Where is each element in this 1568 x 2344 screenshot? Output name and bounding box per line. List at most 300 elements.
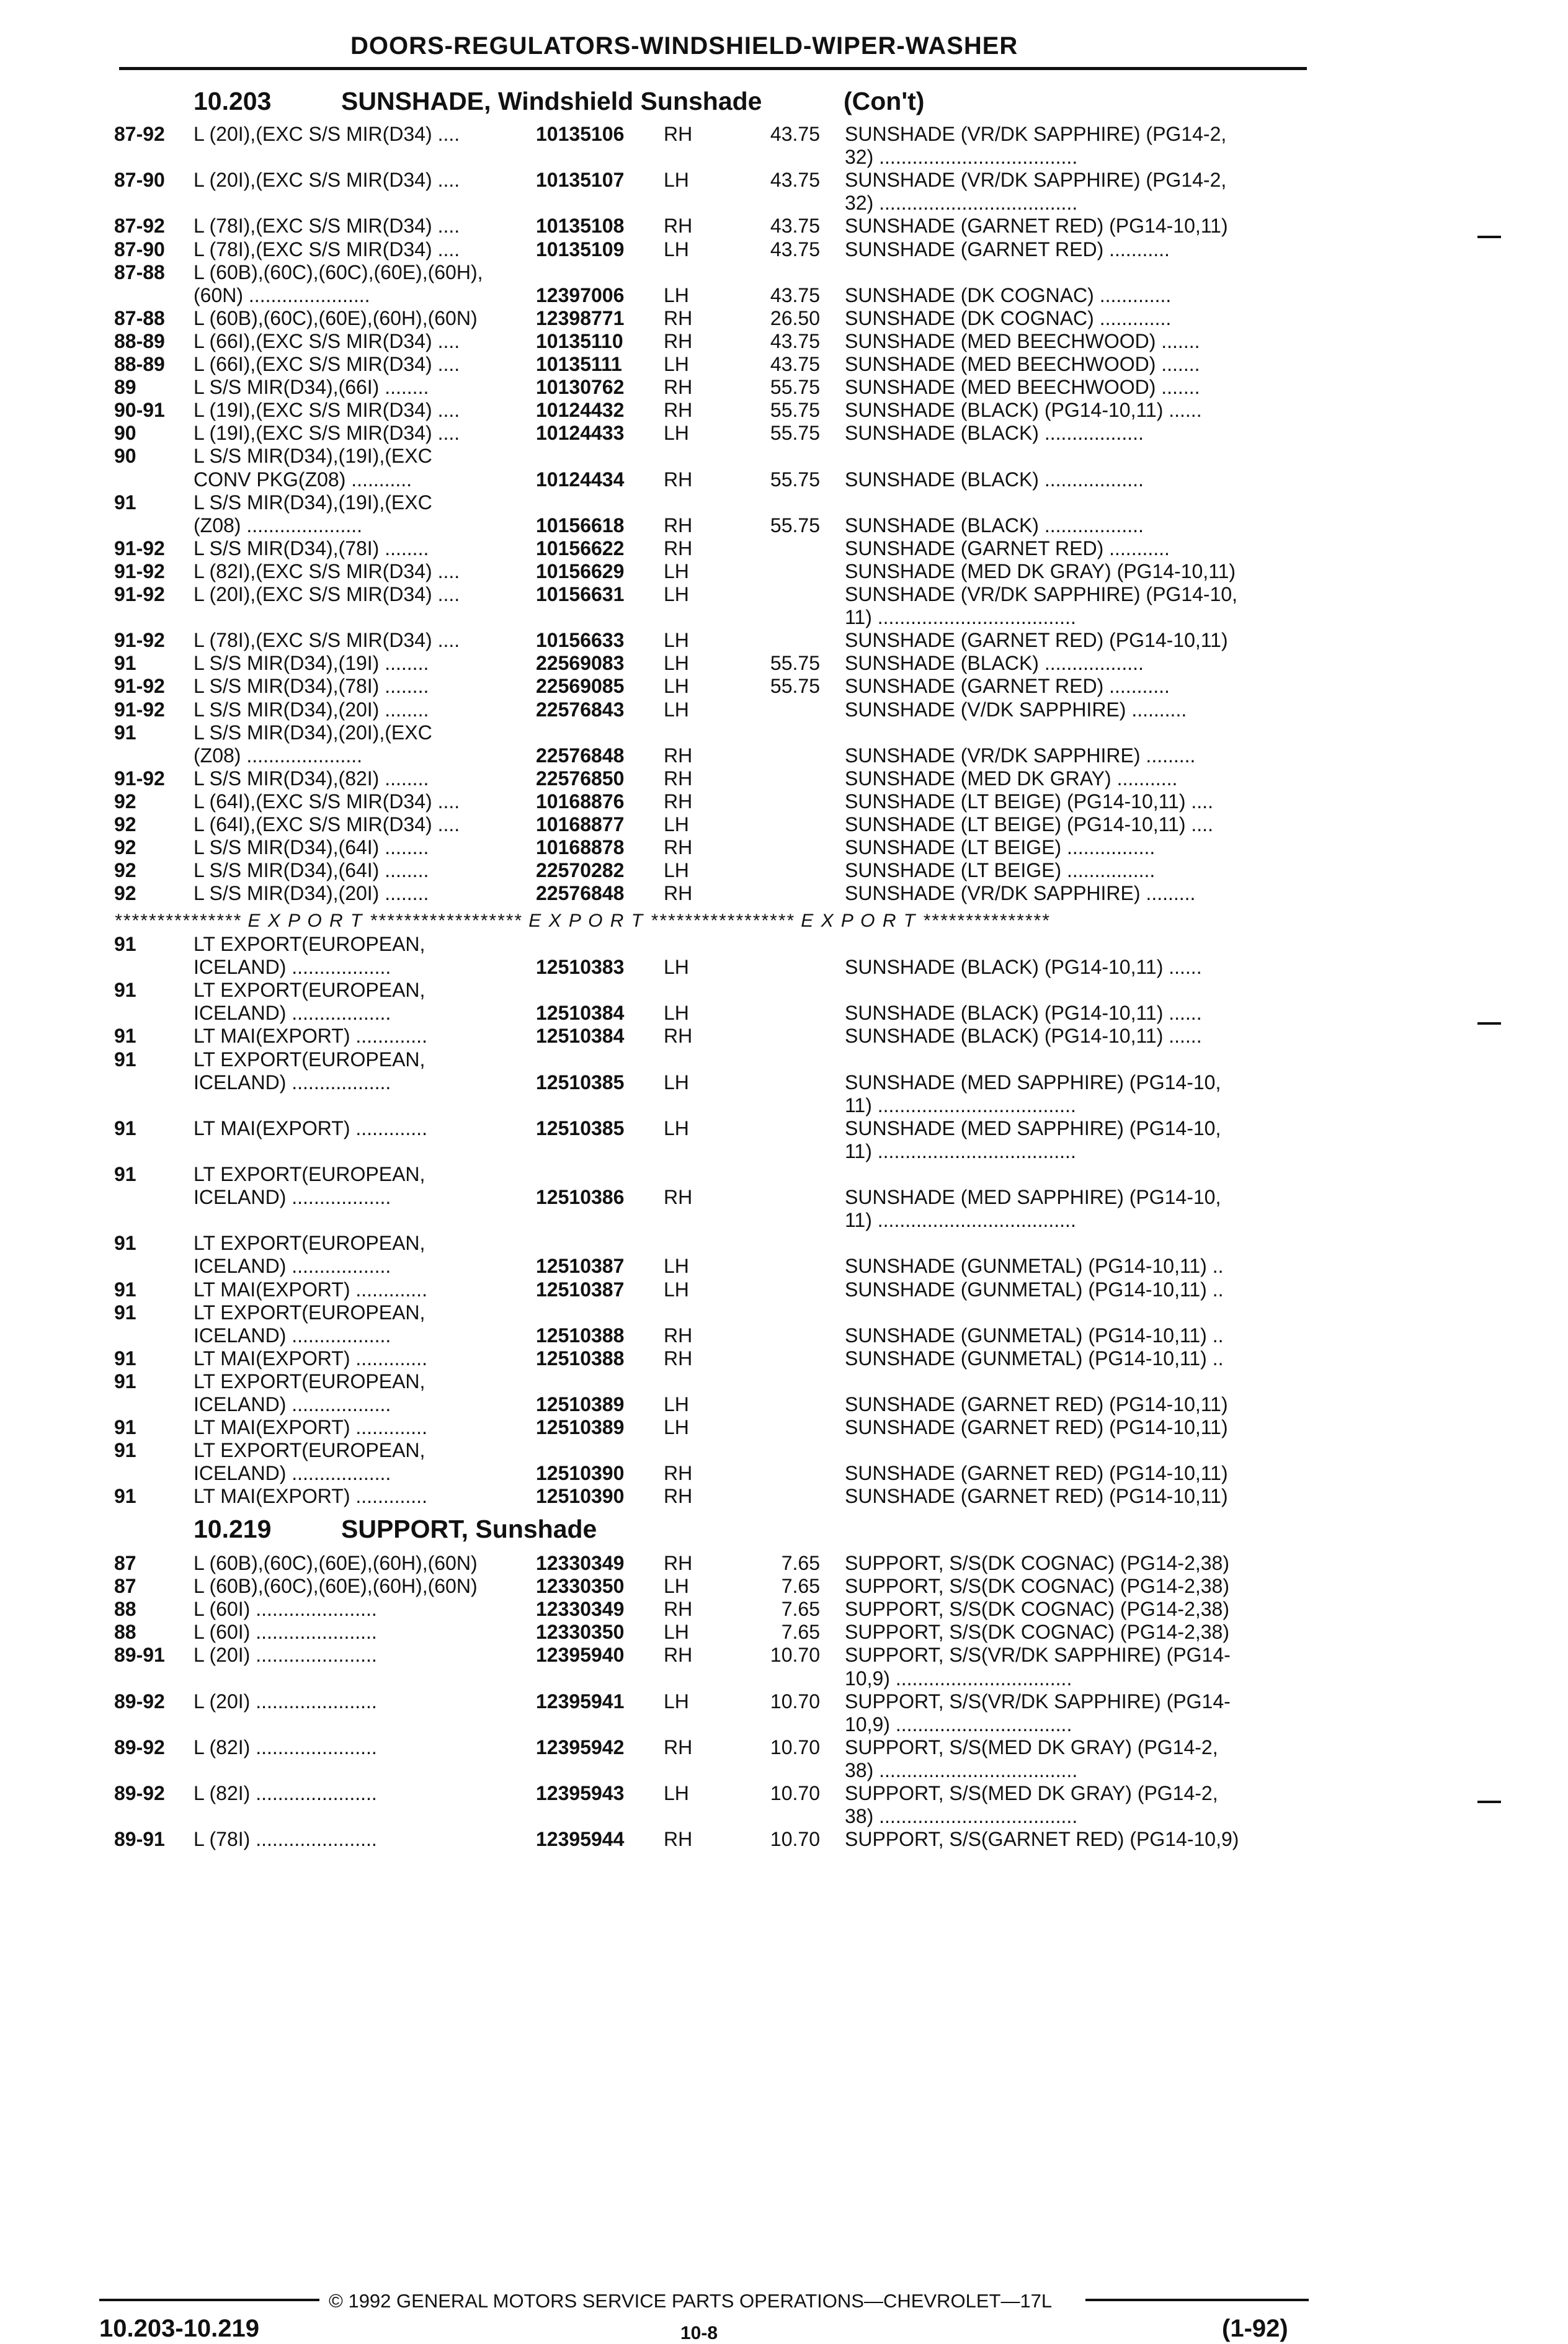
year-range: 91-92 [114,629,165,652]
application-description: ICELAND) .................. [194,1393,391,1415]
side: LH [664,675,689,698]
application-description: (Z08) ..................... [194,514,363,537]
year-range: 91 [114,979,136,1002]
side: RH [664,790,693,813]
parts-row [0,933,1568,956]
part-name: 11) .................................... [845,606,1076,629]
application-description: LT MAI(EXPORT) ............. [194,1416,427,1439]
application-description: LT MAI(EXPORT) ............. [194,1278,427,1301]
parts-row [0,583,1568,606]
year-range: 89-92 [114,1690,165,1713]
application-description: LT EXPORT(EUROPEAN, [194,1370,425,1393]
application-description: L (60B),(60C),(60E),(60H),(60N) [194,1552,478,1574]
year-range: 87-90 [114,238,165,261]
side: RH [664,537,693,559]
application-description: ICELAND) .................. [194,1255,391,1278]
side: RH [664,1462,693,1485]
side: LH [664,813,689,836]
section-number: 10.219 [194,1515,272,1543]
price: 10.70 [770,1690,820,1713]
part-number: 12395941 [536,1690,625,1713]
parts-row [0,1759,1568,1782]
parts-row [0,560,1568,583]
part-number: 12510383 [536,956,625,979]
year-range: 87-90 [114,169,165,192]
year-range: 91 [114,1025,136,1048]
part-number: 12510384 [536,1002,625,1025]
part-name: SUNSHADE (MED SAPPHIRE) (PG14-10, [845,1186,1221,1209]
side: LH [664,859,689,882]
part-number: 10168878 [536,836,625,859]
parts-row [0,1713,1568,1736]
part-number: 12510390 [536,1485,625,1508]
parts-row [0,813,1568,836]
side: RH [664,1552,693,1574]
part-number: 22576850 [536,767,625,790]
part-number: 12510384 [536,1025,625,1048]
page-title: DOORS-REGULATORS-WINDSHIELD-WIPER-WASHER [350,32,1018,60]
side: RH [664,329,693,352]
year-range: 89-92 [114,1736,165,1758]
parts-row [0,629,1568,652]
price: 55.75 [770,468,820,491]
footer-date: (1-92) [1222,2315,1288,2342]
part-number: 12395944 [536,1828,625,1851]
export-banner: *************** E X P O R T ****************** E X P O R T ***************** E X P O R T *************** [114,911,1050,931]
year-range: 88-89 [114,353,165,375]
application-description: LT MAI(EXPORT) ............. [194,1025,427,1048]
side: LH [664,1278,689,1301]
part-number: 10124433 [536,422,625,445]
part-name: SUNSHADE (LT BEIGE) (PG14-10,11) .... [845,790,1213,813]
application-description: L (60B),(60C),(60C),(60E),(60H), [194,261,483,283]
parts-row [0,1575,1568,1598]
application-description: L (78I),(EXC S/S MIR(D34) .... [194,238,460,261]
side: LH [664,1690,689,1713]
price: 55.75 [770,399,820,422]
side: RH [664,882,693,905]
side: LH [664,956,689,979]
part-name: SUNSHADE (GARNET RED) (PG14-10,11) [845,1485,1228,1508]
application-description: LT EXPORT(EUROPEAN, [194,1232,425,1255]
parts-row [0,376,1568,399]
parts-row [0,1736,1568,1759]
part-number: 22576848 [536,882,625,905]
part-number: 10156631 [536,583,625,605]
parts-row [0,979,1568,1002]
part-name: SUPPORT, S/S(VR/DK SAPPHIRE) (PG14- [845,1690,1231,1713]
price: 43.75 [770,215,820,238]
application-description: ICELAND) .................. [194,1186,391,1209]
application-description: LT MAI(EXPORT) ............. [194,1116,427,1139]
part-number: 12395942 [536,1736,625,1758]
part-number: 12397006 [536,283,625,306]
part-name: SUNSHADE (MED BEECHWOOD) ....... [845,353,1200,375]
part-name: 38) .................................... [845,1805,1078,1828]
year-range: 91 [114,933,136,955]
year-range: 89-92 [114,1782,165,1804]
application-description: L S/S MIR(D34),(19I) ........ [194,652,429,675]
parts-row [0,1094,1568,1117]
part-number: 12510387 [536,1278,625,1301]
part-name: 11) .................................... [845,1094,1076,1116]
part-name: SUPPORT, S/S(DK COGNAC) (PG14-2,38) [845,1621,1229,1644]
price: 10.70 [770,1644,820,1667]
parts-row [0,767,1568,790]
parts-row [0,238,1568,261]
section-heading-10-203 [194,87,925,116]
year-range: 90 [114,422,136,445]
parts-row [0,1828,1568,1851]
side: RH [664,1828,693,1851]
application-description: L (60B),(60C),(60E),(60H),(60N) [194,1575,478,1598]
parts-row [0,744,1568,767]
part-name: SUPPORT, S/S(VR/DK SAPPHIRE) (PG14- [845,1644,1231,1667]
part-name: SUPPORT, S/S(MED DK GRAY) (PG14-2, [845,1782,1218,1804]
side: RH [664,1598,693,1621]
parts-row [0,836,1568,859]
application-description: LT EXPORT(EUROPEAN, [194,1439,425,1462]
side: LH [664,283,689,306]
part-name: SUNSHADE (MED BEECHWOOD) ....... [845,376,1200,399]
part-name: SUNSHADE (VR/DK SAPPHIRE) (PG14-2, [845,123,1227,145]
parts-row [0,1117,1568,1140]
parts-row [0,1347,1568,1370]
side: LH [664,238,689,261]
year-range: 88 [114,1621,136,1644]
application-description: L (20I),(EXC S/S MIR(D34) .... [194,583,460,605]
parts-row [0,284,1568,307]
side: RH [664,1025,693,1048]
year-range: 91 [114,1163,136,1185]
part-name: SUNSHADE (VR/DK SAPPHIRE) ......... [845,744,1196,767]
application-description: LT MAI(EXPORT) ............. [194,1347,427,1370]
application-description: L (82I) ...................... [194,1782,377,1804]
part-name: SUNSHADE (GARNET RED) (PG14-10,11) [845,1393,1228,1415]
year-range: 91-92 [114,767,165,790]
application-description: L (19I),(EXC S/S MIR(D34) .... [194,422,460,445]
side: RH [664,376,693,399]
application-description: ICELAND) .................. [194,1002,391,1025]
part-name: SUNSHADE (MED BEECHWOOD) ....... [845,329,1200,352]
part-name: SUPPORT, S/S(MED DK GRAY) (PG14-2, [845,1736,1218,1758]
part-number: 12510385 [536,1071,625,1094]
part-name: 32) .................................... [845,146,1078,169]
application-description: (60N) ...................... [194,283,370,306]
part-number: 22570282 [536,859,625,882]
application-description: L S/S MIR(D34),(78I) ........ [194,675,429,698]
year-range: 91 [114,721,136,744]
part-number: 10135108 [536,215,625,238]
side: LH [664,1255,689,1278]
side: RH [664,215,693,238]
application-description: L S/S MIR(D34),(66I) ........ [194,376,429,399]
part-name: SUNSHADE (BLACK) (PG14-10,11) ...... [845,399,1202,422]
year-range: 91 [114,652,136,675]
parts-row [0,1393,1568,1416]
year-range: 87-92 [114,215,165,238]
part-number: 12330349 [536,1598,625,1621]
parts-row [0,1232,1568,1255]
parts-row [0,882,1568,905]
application-description: L S/S MIR(D34),(78I) ........ [194,537,429,559]
price: 55.75 [770,652,820,675]
application-description: L (20I) ...................... [194,1690,377,1713]
parts-row [0,261,1568,284]
parts-row [0,790,1568,813]
year-range: 92 [114,882,136,905]
part-name: SUNSHADE (GUNMETAL) (PG14-10,11) .. [845,1255,1224,1278]
parts-row [0,606,1568,629]
year-range: 92 [114,859,136,882]
side: LH [664,353,689,375]
part-name: SUNSHADE (GARNET RED) ........... [845,238,1170,261]
side: LH [664,1782,689,1804]
part-name: SUNSHADE (BLACK) .................. [845,422,1144,445]
application-description: L (82I) ...................... [194,1736,377,1758]
parts-row [0,1690,1568,1713]
year-range: 89 [114,376,136,399]
part-number: 10135110 [536,329,623,352]
parts-row [0,1163,1568,1186]
side: LH [664,698,689,721]
part-name: 10,9) ................................ [845,1713,1072,1736]
parts-row [0,192,1568,215]
part-number: 12395940 [536,1644,625,1667]
application-description: LT EXPORT(EUROPEAN, [194,933,425,955]
parts-row [0,1209,1568,1232]
side: LH [664,1575,689,1598]
side: RH [664,514,693,537]
application-description: L (82I),(EXC S/S MIR(D34) .... [194,559,460,582]
application-description: L (20I),(EXC S/S MIR(D34) .... [194,169,460,192]
side: LH [664,1621,689,1644]
year-range: 92 [114,813,136,836]
year-range: 91 [114,1439,136,1462]
price: 26.50 [770,306,820,329]
application-description: L S/S MIR(D34),(19I),(EXC [194,445,432,468]
application-description: L (64I),(EXC S/S MIR(D34) .... [194,813,460,836]
application-description: L (20I) ...................... [194,1644,377,1667]
part-name: SUNSHADE (GUNMETAL) (PG14-10,11) .. [845,1278,1224,1301]
parts-row [0,399,1568,422]
parts-row [0,537,1568,560]
part-name: 32) .................................... [845,192,1078,215]
part-name: SUNSHADE (GARNET RED) (PG14-10,11) [845,629,1228,652]
price: 43.75 [770,238,820,261]
margin-tick [1477,236,1501,238]
side: RH [664,1485,693,1508]
year-range: 91 [114,1278,136,1301]
year-range: 91-92 [114,698,165,721]
application-description: L (60I) ...................... [194,1598,377,1621]
year-range: 92 [114,790,136,813]
application-description: L (66I),(EXC S/S MIR(D34) .... [194,353,460,375]
side: RH [664,1736,693,1758]
year-range: 91 [114,1416,136,1439]
year-range: 90-91 [114,399,165,422]
year-range: 91 [114,1232,136,1255]
price: 55.75 [770,675,820,698]
parts-row [0,514,1568,537]
part-name: SUNSHADE (DK COGNAC) ............. [845,306,1172,329]
part-number: 12510389 [536,1393,625,1415]
parts-row [0,1370,1568,1393]
part-name: SUNSHADE (GARNET RED) ........... [845,537,1170,559]
section-number: 10.203 [194,87,272,115]
parts-row [0,353,1568,376]
side: RH [664,836,693,859]
part-number: 10135111 [536,353,622,375]
part-name: SUNSHADE (BLACK) .................. [845,468,1144,491]
side: LH [664,1071,689,1094]
application-description: ICELAND) .................. [194,956,391,979]
parts-row [0,1552,1568,1575]
section-continued: (Con't) [844,87,925,115]
application-description: LT EXPORT(EUROPEAN, [194,1048,425,1071]
year-range: 91 [114,491,136,514]
year-range: 91 [114,1347,136,1370]
application-description: L S/S MIR(D34),(82I) ........ [194,767,429,790]
year-range: 91 [114,1301,136,1324]
part-name: SUNSHADE (BLACK) (PG14-10,11) ...... [845,956,1202,979]
part-name: SUNSHADE (GARNET RED) ........... [845,675,1170,698]
application-description: LT EXPORT(EUROPEAN, [194,1301,425,1324]
part-number: 10156629 [536,559,625,582]
side: LH [664,422,689,445]
part-name: SUPPORT, S/S(DK COGNAC) (PG14-2,38) [845,1552,1229,1574]
application-description: LT EXPORT(EUROPEAN, [194,1163,425,1185]
part-number: 12510388 [536,1347,625,1370]
section-title: SUNSHADE, Windshield Sunshade [341,87,762,115]
application-description: L (64I),(EXC S/S MIR(D34) .... [194,790,460,813]
part-name: 11) .................................... [845,1209,1076,1232]
parts-row [0,1002,1568,1025]
side: RH [664,123,693,145]
part-name: SUNSHADE (MED SAPPHIRE) (PG14-10, [845,1116,1221,1139]
part-number: 22576843 [536,698,625,721]
side: RH [664,306,693,329]
parts-row [0,721,1568,744]
parts-row [0,1462,1568,1485]
parts-row [0,675,1568,698]
side: RH [664,1644,693,1667]
part-name: SUNSHADE (LT BEIGE) (PG14-10,11) .... [845,813,1213,836]
price: 10.70 [770,1736,820,1758]
part-name: SUNSHADE (BLACK) .................. [845,514,1144,537]
parts-row [0,956,1568,979]
part-number: 12395943 [536,1782,625,1804]
footer-rule-right [1085,2299,1309,2301]
section-heading-10-219 [194,1515,597,1544]
application-description: LT MAI(EXPORT) ............. [194,1485,427,1508]
footer-copyright: © 1992 GENERAL MOTORS SERVICE PARTS OPERATIONS—CHEVROLET—17L [329,2290,1053,2312]
application-description: L S/S MIR(D34),(64I) ........ [194,836,429,859]
parts-row [0,445,1568,468]
part-number: 10124434 [536,468,625,491]
part-name: SUPPORT, S/S(DK COGNAC) (PG14-2,38) [845,1575,1229,1598]
year-range: 88-89 [114,329,165,352]
parts-row [0,1782,1568,1805]
part-number: 22569083 [536,652,625,675]
application-description: ICELAND) .................. [194,1071,391,1094]
footer-page-number: 10-8 [680,2323,718,2343]
price: 43.75 [770,353,820,375]
part-number: 10156618 [536,514,625,537]
side: RH [664,468,693,491]
part-name: SUNSHADE (GUNMETAL) (PG14-10,11) .. [845,1324,1224,1347]
year-range: 89-91 [114,1644,165,1667]
parts-row [0,652,1568,675]
application-description: L S/S MIR(D34),(20I),(EXC [194,721,432,744]
side: LH [664,1116,689,1139]
side: LH [664,629,689,652]
part-number: 10135106 [536,123,625,145]
part-name: SUPPORT, S/S(DK COGNAC) (PG14-2,38) [845,1598,1229,1621]
parts-row [0,1416,1568,1439]
parts-row [0,1485,1568,1508]
part-number: 10135109 [536,238,625,261]
section-title: SUPPORT, Sunshade [341,1515,597,1543]
side: RH [664,744,693,767]
part-name: SUNSHADE (VR/DK SAPPHIRE) (PG14-10, [845,583,1238,605]
part-number: 10168876 [536,790,625,813]
side: RH [664,1324,693,1347]
part-name: 38) .................................... [845,1758,1078,1781]
year-range: 91-92 [114,583,165,605]
part-number: 12510388 [536,1324,625,1347]
parts-row [0,491,1568,514]
parts-row [0,698,1568,721]
parts-row [0,1048,1568,1071]
price: 43.75 [770,169,820,192]
side: RH [664,1186,693,1209]
side: RH [664,767,693,790]
parts-row [0,859,1568,882]
margin-tick [1477,1022,1501,1025]
application-description: CONV PKG(Z08) ........... [194,468,412,491]
year-range: 87-92 [114,123,165,145]
year-range: 91-92 [114,559,165,582]
application-description: L (20I),(EXC S/S MIR(D34) .... [194,123,460,145]
price: 10.70 [770,1782,820,1804]
year-range: 89-91 [114,1828,165,1851]
part-number: 12330350 [536,1575,625,1598]
parts-row [0,1301,1568,1324]
part-number: 10156622 [536,537,625,559]
parts-row [0,169,1568,192]
parts-row [0,1140,1568,1163]
footer-section-range: 10.203-10.219 [99,2315,260,2342]
part-name: SUNSHADE (DK COGNAC) ............. [845,283,1172,306]
part-number: 10124432 [536,399,625,422]
part-name: SUNSHADE (MED DK GRAY) (PG14-10,11) [845,559,1236,582]
price: 43.75 [770,329,820,352]
part-number: 22576848 [536,744,625,767]
part-number: 12330350 [536,1621,625,1644]
parts-row [0,422,1568,445]
part-name: 11) .................................... [845,1139,1076,1162]
parts-row [0,1667,1568,1690]
side: LH [664,652,689,675]
price: 7.65 [781,1621,820,1644]
application-description: LT EXPORT(EUROPEAN, [194,979,425,1002]
part-number: 12398771 [536,306,625,329]
part-name: SUNSHADE (GARNET RED) (PG14-10,11) [845,1462,1228,1485]
parts-row [0,1071,1568,1094]
price: 43.75 [770,283,820,306]
price: 7.65 [781,1575,820,1598]
